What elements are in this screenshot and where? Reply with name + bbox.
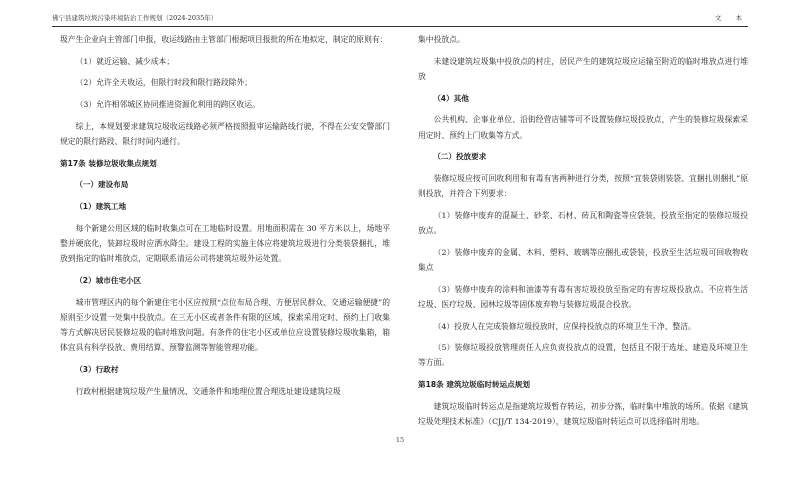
section-heading: （3）行政村	[75, 364, 119, 374]
paragraph: （3）允许相邻城区协同推进资源化利用的跨区收运。	[75, 100, 260, 110]
paragraph: 圾产生企业向主管部门申报，收运线路由主管部门根据项目报批的所在地拟定，制定的原则有：	[60, 35, 388, 44]
paragraph: 装修垃圾应按可回收利用和有毒有害两种进行分类，按照“宜装袋则装袋、宜捆扎则捆扎”原则投放，并符合下列要求：	[418, 173, 748, 199]
section-heading: （4）其他	[433, 93, 469, 103]
header-section: 文 本	[714, 14, 748, 22]
paragraph: 每个新建公用区域的临时收集点可在工地临时设置。用地面积需在 30 平方米以上，场地平整并硬底化，装卸垃圾时应洒水降尘。建设工程的实施主体应将建筑垃圾进行分类装袋捆扎，堆放到指定的临时堆放点，定期联系清运公司将建筑垃圾外运处置。	[60, 223, 390, 264]
paragraph: 综上，本规划要求建筑垃圾收运线路必须严格按照报审运输路线行驶，不得在公安交警部门规定的限行路段、限行时间内通行。	[60, 121, 390, 147]
section-heading: 第18条 建筑垃圾临时转运点规划	[418, 380, 530, 390]
page-header	[52, 12, 748, 27]
paragraph: （2）装修中废弃的金属、木料、塑料、玻璃等应捆扎或袋装，投放至生活垃圾可回收物收集点	[418, 247, 748, 272]
section-heading: （一）建设布局	[75, 180, 129, 190]
paragraph: 未建设建筑垃圾集中投放点的村庄，居民产生的建筑垃圾应运输至附近的临时堆放点进行堆放	[418, 56, 748, 81]
paragraph: 城市管理区内的每个新建住宅小区应按照“点位布局合理、方便居民群众、交通运输便捷”的原则至少设置一处集中投放点。在三无小区或者条件有限的区域，探索采用定时、预约上门收集等方式解决居民装修垃圾的临时堆放问题。有条件的住宅小区或单位应设置装修垃圾收集箱，箱体宜具有科学投放、费用结算、预警监测等智能管理功能。	[60, 297, 390, 353]
paragraph: 集中投放点。	[418, 35, 465, 44]
paragraph: （3）装修中废弃的涂料和油漆等有毒有害垃圾投放至指定的有害垃圾投放点。不应将生活垃圾、医疗垃圾、园林垃圾等固体废弃物与装修垃圾混合投放。	[418, 284, 748, 309]
page-number: 15	[395, 436, 405, 444]
right-column	[418, 32, 748, 436]
paragraph: 公共机构、企事业单位、沿街经营店铺等可不设置装修垃圾投放点，产生的装修垃圾探索采用定时、预约上门收集等方式。	[418, 115, 748, 140]
left-column	[60, 32, 390, 405]
paragraph: （4）投放人在完成装修垃圾投放时，应保持投放点的环境卫生干净、整洁。	[433, 321, 696, 331]
section-heading: （2）城市住宅小区	[75, 275, 142, 285]
paragraph: （5）装修垃圾投放管理责任人应负责投放点的设置，包括且不限于选址、建造及环境卫生等方面。	[418, 343, 748, 368]
paragraph: 行政村根据建筑垃圾产生量情况、交通条件和地理位置合理选址建设建筑垃圾	[75, 386, 341, 396]
paragraph: （2）允许全天收运，但限行时段和限行路段除外；	[75, 78, 253, 88]
section-heading: （1）建筑工地	[75, 202, 127, 212]
paragraph: （1）就近运输、减少成本；	[75, 56, 175, 66]
section-heading: （二）投放要求	[433, 152, 487, 162]
section-heading: 第17条 装修垃圾收集点规划	[60, 158, 157, 168]
paragraph: 建筑垃圾临时转运点是指建筑垃圾暂存转运，初步分拣，临时集中堆放的场所。依据《建筑垃圾处理技术标准》（CJJ/T 134-2019），建筑垃圾临时转运点可以选择临时用地。	[418, 401, 748, 427]
header-title: 佛宁县建筑垃圾污染环境防治工作规划（2024-2035年）	[52, 14, 218, 22]
paragraph: （1）装修中废弃的混凝土、砂浆、石材、砖瓦和陶瓷等应袋装，投放至指定的装修垃圾投放点。	[418, 210, 748, 236]
